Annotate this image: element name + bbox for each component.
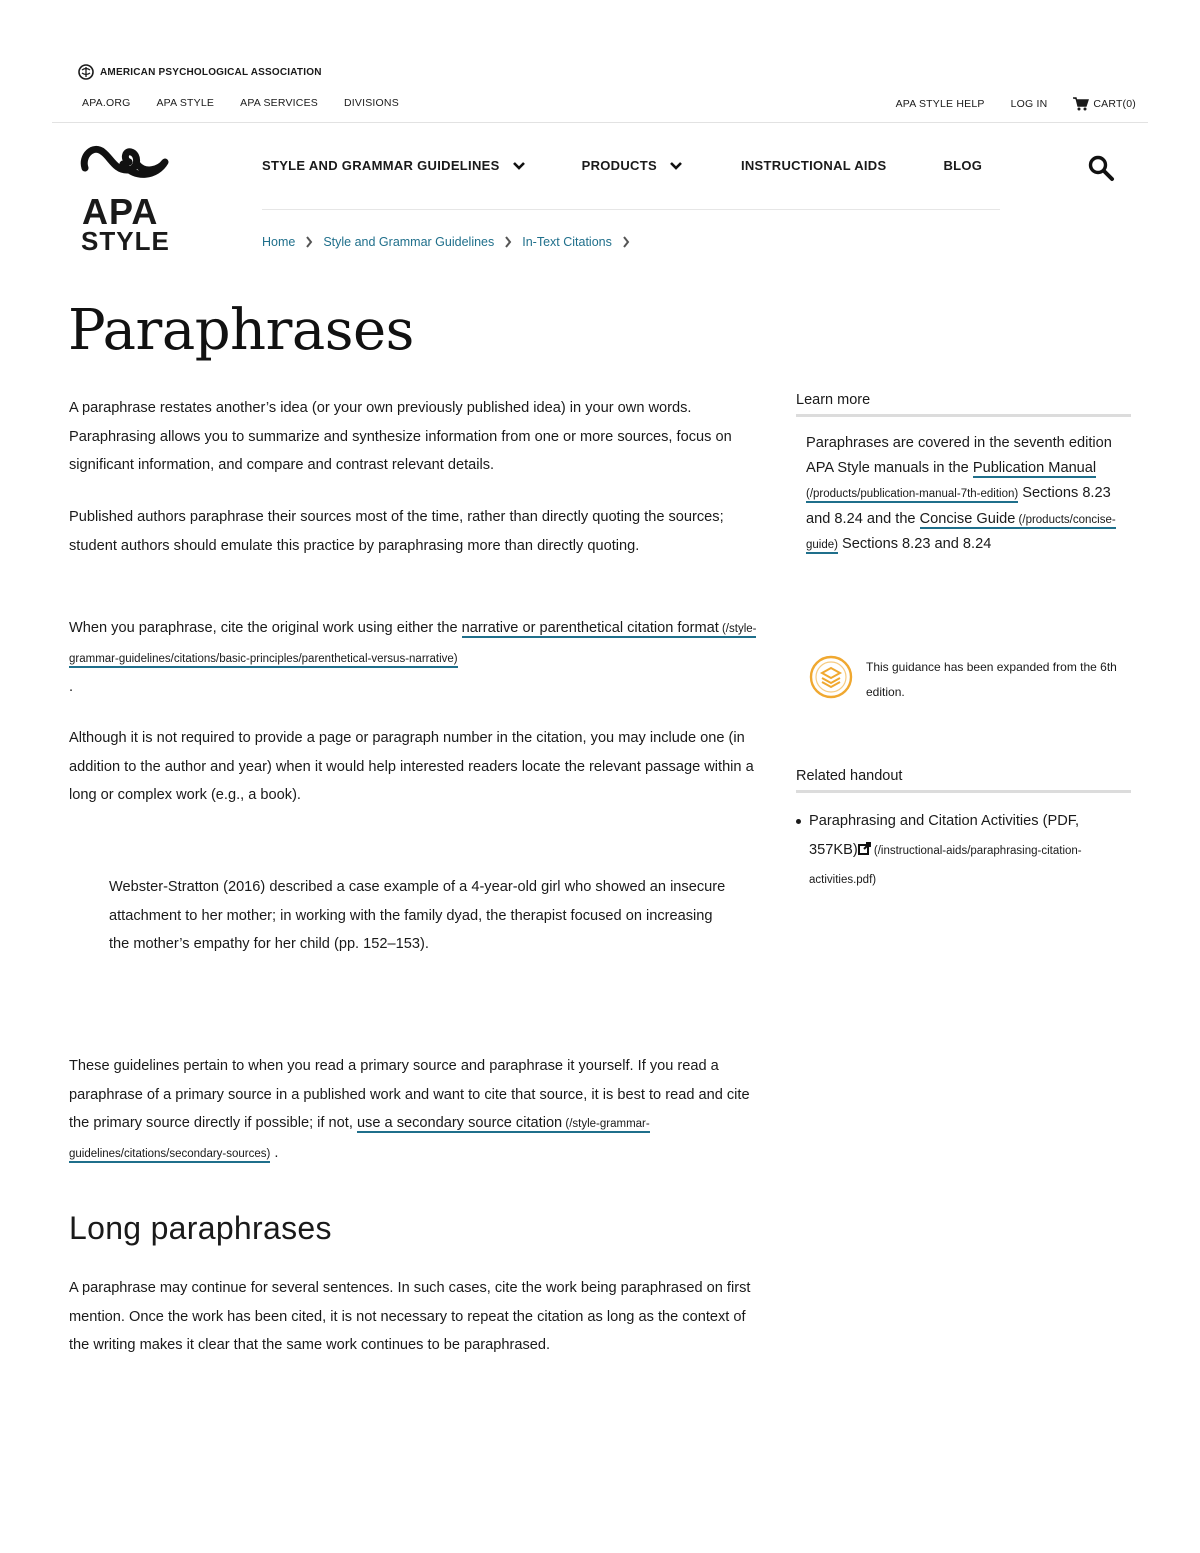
logo-style-text: STYLE (81, 226, 170, 256)
chevron-right-icon (622, 236, 630, 248)
handout-link[interactable] (809, 807, 1131, 895)
breadcrumb (262, 235, 630, 249)
learn-more-heading: Learn more (796, 392, 1131, 417)
cart-icon (1073, 97, 1089, 111)
paragraph-primary-source (69, 1052, 769, 1168)
breadcrumb-home[interactable]: Home (262, 235, 296, 249)
layers-badge-icon (808, 654, 854, 700)
search-icon (1087, 154, 1115, 182)
cart-label: CART(0) (1093, 98, 1136, 110)
apa-style-logo[interactable] (79, 140, 179, 254)
breadcrumb-style-grammar[interactable]: Style and Grammar Guidelines (323, 235, 495, 249)
paragraph-published-authors: Published authors paraphrase their sources most of the time, rather than directly quoting the sources; student authors should emulate this practice by paraphrasing more than directly quoting. (69, 509, 724, 554)
pub-manual-url: (/products/publication-manual-7th-edition) (806, 488, 1019, 500)
p3-text-before: When you paraphrase, cite the original work using either the (69, 620, 462, 636)
narrative-link-label: narrative or parenthetical citation format (461, 620, 719, 636)
nav-style-grammar-guidelines[interactable] (262, 158, 526, 173)
apa-seal-icon (78, 64, 94, 80)
paragraph-definition: A paraphrase restates another’s idea (or your own previously published idea) in your own words. Paraphrasing allows you to summarize and synthesize information from one or more sources, focus on significant information, and compare and contrast relevant details. (69, 400, 732, 473)
expanded-guidance-note (808, 654, 1126, 705)
narrative-link-url: (/style-grammar-guidelines/citations/basic-principles/parenthetical-versus-narrative) (69, 623, 757, 665)
chevron-right-icon (305, 236, 313, 248)
learn-text-mid: Sections 8.23 and 8.24 and the (806, 485, 1111, 527)
long-paraphrases-heading: Long paraphrases (69, 1210, 332, 1246)
expanded-guidance-text: This guidance has been expanded from the 6th edition. (866, 660, 1117, 699)
chevron-down-icon (512, 161, 526, 171)
p5-text-before: These guidelines pertain to when you read a primary source and paraphrase it yourself. If you read a paraphrase of a primary source in a published work and want to cite that source, it is best to read and cite the primary source directly if possible; if not, (69, 1058, 750, 1131)
learn-text-before: Paraphrases are covered in the seventh edition APA Style manuals in the (806, 435, 1112, 476)
utility-nav-right (896, 97, 1136, 111)
nav-style-grammar-label: STYLE AND GRAMMAR GUIDELINES (262, 158, 500, 173)
concise-guide-label: Concise Guide (919, 510, 1016, 527)
apa-wave-logo-icon (79, 140, 171, 182)
nav-instructional-aids[interactable]: INSTRUCTIONAL AIDS (740, 158, 887, 173)
secondary-link-url: (/style-grammar-guidelines/citations/secondary-sources) (69, 1118, 650, 1160)
concise-guide-url: (/products/concise-guide) (806, 513, 1116, 551)
nav-products[interactable] (582, 158, 683, 173)
paragraph-page-number: Although it is not required to provide a page or paragraph number in the citation, you may include one (in addition to the author and year) when it would help interested readers locate the relevant passage within a long or complex work (e.g., a book). (69, 730, 754, 803)
main-nav (262, 158, 982, 173)
search-button[interactable] (1087, 154, 1117, 184)
util-link-apa-style[interactable]: APA STYLE (156, 97, 215, 109)
handout-list-item (796, 807, 1131, 895)
page-title: Paraphrases (68, 298, 414, 363)
learn-more-body (806, 431, 1116, 558)
pub-manual-label: Publication Manual (972, 459, 1097, 476)
util-link-apa-org[interactable]: APA.ORG (82, 97, 131, 109)
p3-text-after: . (69, 679, 74, 695)
logo-apa-text: APA (82, 191, 159, 232)
paragraph-long-paraphrases: A paraphrase may continue for several sentences. In such cases, cite the work being paraphrased on first mention. Once the work has been cited, it is not necessary to repeat the citation as long as the context of the writing makes it clear that the same work continues to be paraphrased. (69, 1280, 751, 1353)
sidebar (796, 392, 1131, 886)
secondary-link-label: use a secondary source citation (356, 1115, 563, 1131)
handout-url: (/instructional-aids/paraphrasing-citation-activities.pdf) (809, 844, 1082, 886)
paragraph-citation-format (69, 614, 769, 702)
learn-text-end: Sections 8.23 and 8.24 (837, 536, 992, 552)
nav-divider (262, 209, 1000, 210)
association-name: AMERICAN PSYCHOLOGICAL ASSOCIATION (100, 66, 322, 78)
chevron-right-icon (504, 236, 512, 248)
util-link-apa-services[interactable]: APA SERVICES (240, 97, 318, 109)
apa-association-link[interactable] (78, 64, 322, 80)
related-handout-heading: Related handout (796, 768, 1131, 793)
utility-nav-left (82, 97, 399, 109)
related-handout-section (796, 768, 1131, 895)
util-link-divisions[interactable]: DIVISIONS (344, 97, 399, 109)
bullet-icon (796, 819, 801, 824)
handout-title: Paraphrasing and Citation Activities (PDF, 357KB) (809, 813, 1080, 858)
nav-products-label: PRODUCTS (581, 158, 657, 173)
p5-text-after: . (274, 1144, 279, 1161)
nav-blog[interactable]: BLOG (943, 158, 983, 173)
example-blockquote: Webster-Stratton (2016) described a case example of a 4-year-old girl who showed an insecure attachment to her mother; in working with the family dyad, the therapist focused on increasing the mother’s empathy for her child (pp. 152–153). (109, 879, 726, 952)
header-divider (52, 122, 1148, 123)
log-in-link[interactable]: LOG IN (1010, 98, 1048, 110)
breadcrumb-in-text-citations[interactable]: In-Text Citations (522, 235, 612, 249)
cart-link[interactable] (1073, 97, 1136, 111)
apa-style-help-link[interactable]: APA STYLE HELP (895, 98, 985, 110)
external-link-icon (858, 842, 871, 855)
chevron-down-icon (669, 161, 683, 171)
